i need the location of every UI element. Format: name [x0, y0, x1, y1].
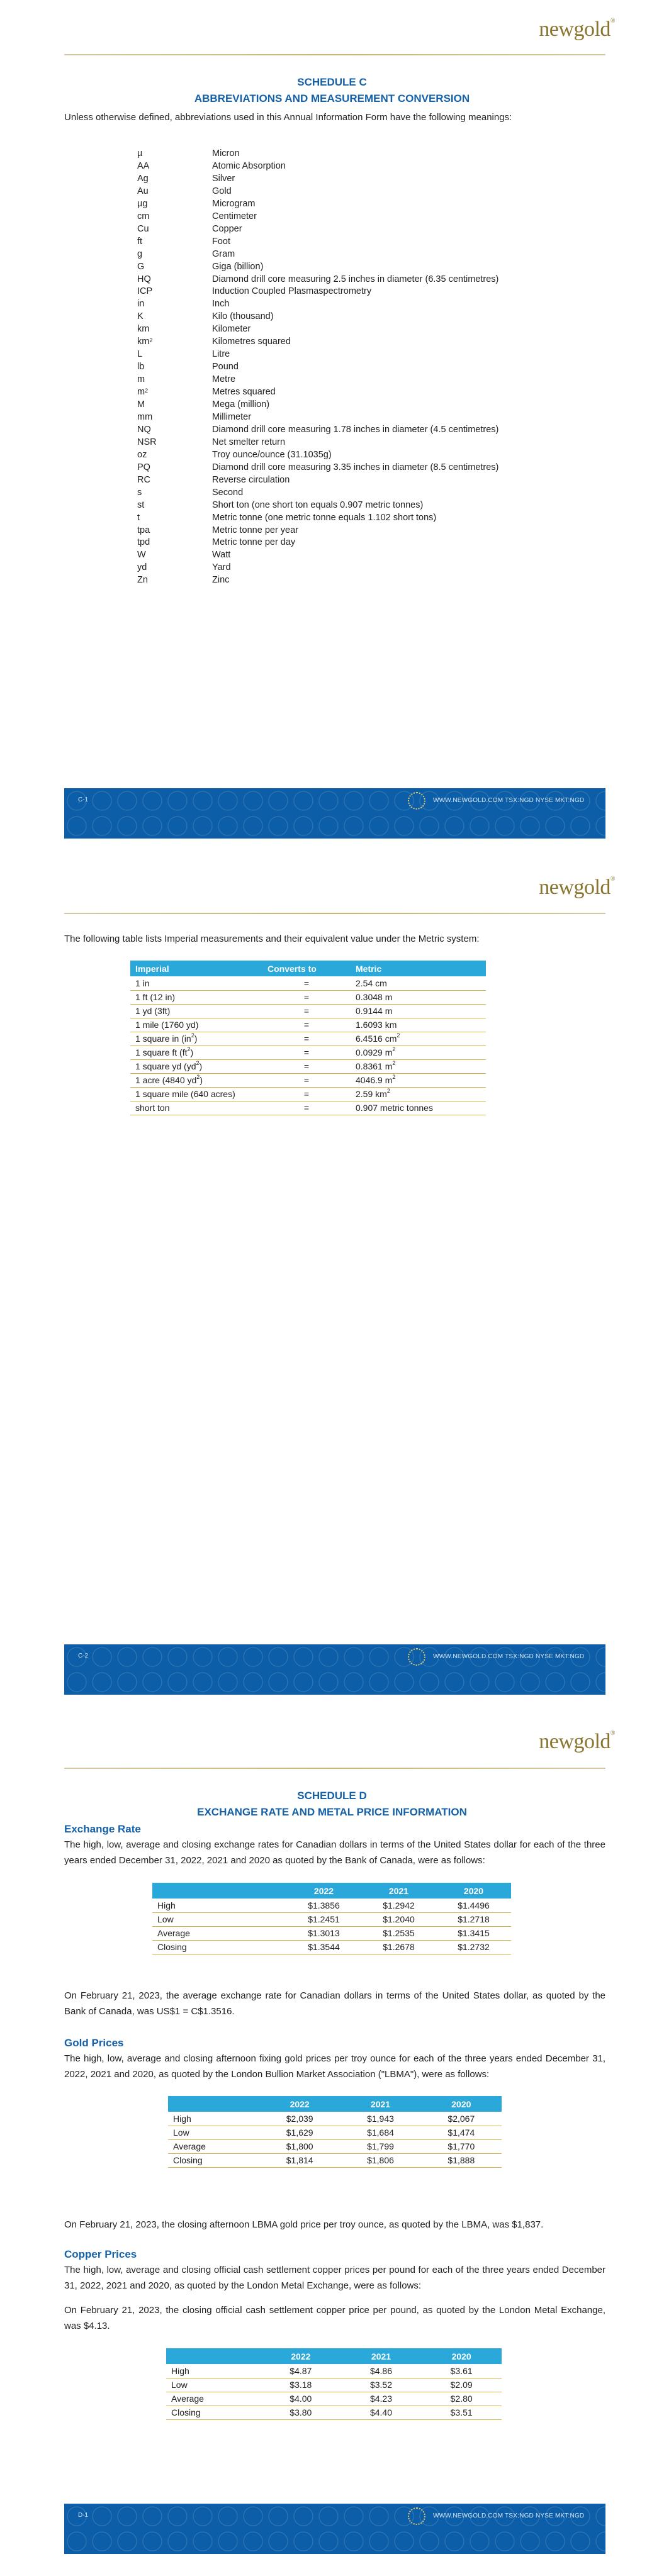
cell-y2021: $1.2678 — [361, 1940, 436, 1954]
cell-imperial: 1 square in $(in^2)$ — [130, 1032, 262, 1045]
cell-y2022: $4.00 — [261, 2392, 341, 2406]
abbreviation-meaning: Kilo (thousand) — [212, 311, 274, 322]
table-row — [152, 1899, 511, 1912]
cell-y2022: $3.80 — [261, 2406, 341, 2419]
cell-y2022: $1,814 — [259, 2153, 340, 2167]
gold-prices-table — [168, 2096, 502, 2168]
cell-y2020: $1,770 — [421, 2139, 502, 2153]
cell-imperial: 1 mile (1760 yd) — [130, 1018, 262, 1032]
abbreviation-meaning: Induction Coupled Plasmaspectrometry — [212, 286, 372, 297]
page-footer — [64, 2504, 605, 2554]
cell-label: Closing — [152, 1940, 286, 1954]
footer-website: WWW.NEWGOLD.COM TSX:NGD NYSE MKT:NGD — [433, 797, 585, 804]
abbreviation-key: K — [137, 311, 143, 322]
cell-eq: = — [262, 1087, 351, 1101]
col-2022: 2022 — [259, 2096, 340, 2112]
abbreviation-meaning: Diamond drill core measuring 3.35 inches in diameter (8.5 centimetres) — [212, 462, 499, 472]
col-2021: 2021 — [361, 1883, 436, 1899]
cell-metric: 1.6093 km — [351, 1018, 486, 1032]
abbreviations-intro: Unless otherwise defined, abbreviations used in this Annual Information Form have the following meanings: — [64, 112, 512, 123]
exchange-rate-heading: Exchange Rate — [64, 1823, 141, 1835]
cell-y2021: $3.52 — [341, 2378, 422, 2392]
abbreviation-meaning: Centimeter — [212, 211, 257, 221]
table-row — [166, 2378, 502, 2392]
abbreviation-key: AA — [137, 160, 150, 171]
page-footer — [64, 1644, 605, 1695]
cell-imperial: 1 yd (3ft) — [130, 1004, 262, 1018]
abbreviation-meaning: Metric tonne (one metric tonne equals 1.102 short tons) — [212, 512, 437, 523]
abbreviation-meaning: Gram — [212, 248, 235, 259]
col-converts: Converts to — [262, 961, 351, 976]
footer-website: WWW.NEWGOLD.COM TSX:NGD NYSE MKT:NGD — [433, 1653, 585, 1660]
cell-imperial: 1 ft (12 in) — [130, 990, 262, 1004]
abbreviation-meaning: Micron — [212, 148, 240, 159]
cell-eq: = — [262, 1032, 351, 1045]
abbreviation-key: km — [137, 324, 150, 335]
cell-y2020: $2.09 — [421, 2378, 502, 2392]
cell-label: Closing — [166, 2406, 261, 2419]
cell-eq: = — [262, 1073, 351, 1087]
page-c-2 — [0, 856, 664, 1711]
table-row — [130, 1045, 486, 1059]
table-row — [152, 1940, 511, 1954]
cell-y2020: $3.51 — [421, 2406, 502, 2419]
cell-y2021: $1.2040 — [361, 1912, 436, 1926]
abbreviation-meaning: Metric tonne per year — [212, 525, 299, 535]
page-d-1 — [0, 1711, 664, 2576]
abbreviation-meaning: Net smelter return — [212, 437, 286, 447]
schedule-subtitle: ABBREVIATIONS AND MEASUREMENT CONVERSION — [194, 92, 470, 104]
newgold-logo: newgold® — [539, 1730, 615, 1753]
abbreviation-key: oz — [137, 449, 147, 460]
abbreviation-key: m — [137, 374, 145, 385]
abbreviation-key: cm — [137, 211, 150, 221]
abbreviation-key: RC — [137, 474, 150, 485]
abbreviation-key: lb — [137, 362, 145, 372]
cell-eq: = — [262, 990, 351, 1004]
abbreviation-meaning: Metres squared — [212, 387, 276, 398]
page-c-1 — [0, 0, 664, 856]
abbreviation-key: PQ — [137, 462, 150, 472]
cell-metric: 2.59 $km^2$ — [351, 1087, 486, 1101]
abbreviation-key: G — [137, 261, 145, 272]
copper-prices-table — [166, 2348, 502, 2420]
col-metric: Metric — [351, 961, 486, 976]
abbreviation-meaning: Gold — [212, 186, 232, 196]
cell-eq: = — [262, 1059, 351, 1073]
cell-y2022: $1.3856 — [286, 1899, 361, 1912]
abbreviation-meaning: Millimeter — [212, 411, 252, 422]
table-row — [166, 2364, 502, 2378]
cell-label: High — [152, 1899, 286, 1912]
abbreviation-key: NQ — [137, 424, 151, 435]
schedule-title: SCHEDULE D — [297, 1790, 367, 1802]
emblem-icon — [408, 2507, 425, 2525]
abbreviation-meaning: Diamond drill core measuring 2.5 inches in diameter (6.35 centimetres) — [212, 274, 499, 284]
cell-label: Average — [152, 1926, 286, 1940]
abbreviation-key: M — [137, 399, 145, 410]
copper-prices-intro: The high, low, average and closing official cash settlement copper prices per pound for each of the three years ended December 31, 2022, 2021 and 2020, as quoted by the London Metal Exchange, were as follows: — [64, 2265, 605, 2291]
cell-y2021: $4.23 — [341, 2392, 422, 2406]
cell-y2022: $2,039 — [259, 2112, 340, 2126]
abbreviation-key: Cu — [137, 223, 149, 234]
cell-y2022: $1.3544 — [286, 1940, 361, 1954]
exchange-rate-note: On February 21, 2023, the average exchange rate for Canadian dollars in terms of the United States dollar, as quoted by the Bank of Canada, was US$1 = C$1.3516. — [64, 1990, 605, 2017]
abbreviation-key: Au — [137, 186, 149, 196]
abbreviation-meaning: Copper — [212, 223, 242, 234]
table-row — [130, 1032, 486, 1045]
cell-y2021: $1.2535 — [361, 1926, 436, 1940]
cell-y2020: $1.4496 — [436, 1899, 511, 1912]
page-number: C-2 — [78, 1653, 89, 1659]
abbreviation-key: tpd — [137, 537, 150, 548]
gold-prices-note: On February 21, 2023, the closing afternoon LBMA gold price per troy ounce, as quoted by the LBMA, was $1,837. — [64, 2219, 544, 2230]
col-2020: 2020 — [436, 1883, 511, 1899]
page-number: D-1 — [78, 2512, 89, 2519]
table-row — [130, 990, 486, 1004]
abbreviation-key: $km^2$ — [137, 337, 153, 347]
cell-y2020: $1.2732 — [436, 1940, 511, 1954]
header-rule — [64, 54, 605, 55]
col-imperial: Imperial — [130, 961, 262, 976]
cell-y2021: $1,943 — [340, 2112, 420, 2126]
abbreviation-meaning: Metre — [212, 374, 236, 385]
cell-imperial: 1 square yd $(yd^2)$ — [130, 1059, 262, 1073]
table-row — [130, 1073, 486, 1087]
cell-metric: 0.3048 m — [351, 990, 486, 1004]
abbreviation-meaning: Foot — [212, 236, 231, 247]
footer-pattern — [64, 1644, 605, 1695]
table-row — [130, 976, 486, 990]
abbreviation-key: ft — [137, 236, 143, 247]
cell-y2020: $1,888 — [421, 2153, 502, 2167]
cell-y2021: $4.40 — [341, 2406, 422, 2419]
abbreviation-key: µg — [137, 198, 148, 209]
abbreviation-key: µ — [137, 148, 143, 159]
cell-label: Closing — [168, 2153, 259, 2167]
col-label — [152, 1883, 286, 1899]
cell-y2021: $1,684 — [340, 2126, 420, 2139]
abbreviation-meaning: Reverse circulation — [212, 474, 290, 485]
abbreviation-key: L — [137, 349, 143, 360]
table-row — [168, 2126, 502, 2139]
newgold-logo: newgold® — [539, 876, 615, 899]
abbreviation-key: in — [137, 299, 145, 309]
cell-y2021: $4.86 — [341, 2364, 422, 2378]
table-row — [168, 2153, 502, 2167]
abbreviation-meaning: Inch — [212, 299, 230, 309]
abbreviation-key: ICP — [137, 286, 153, 297]
copper-prices-heading: Copper Prices — [64, 2248, 137, 2260]
cell-y2021: $1,806 — [340, 2153, 420, 2167]
cell-label: Low — [166, 2378, 261, 2392]
cell-y2022: $1.3013 — [286, 1926, 361, 1940]
abbreviation-meaning: Kilometres squared — [212, 337, 291, 347]
gold-prices-heading: Gold Prices — [64, 2037, 124, 2049]
abbreviation-meaning: Metric tonne per day — [212, 537, 296, 548]
abbreviation-key: Ag — [137, 173, 149, 184]
table-row — [166, 2406, 502, 2419]
page-footer — [64, 788, 605, 839]
cell-metric: 0.8361 $m^2$ — [351, 1059, 486, 1073]
cell-y2020: $2.80 — [421, 2392, 502, 2406]
cell-imperial: 1 square ft $(ft^2)$ — [130, 1045, 262, 1059]
conversion-table — [130, 961, 486, 1115]
cell-eq: = — [262, 976, 351, 990]
abbreviation-key: $m^2$ — [137, 387, 149, 398]
emblem-icon — [408, 1648, 425, 1666]
table-row — [168, 2112, 502, 2126]
cell-imperial: 1 square mile (640 acres) — [130, 1087, 262, 1101]
col-2020: 2020 — [421, 2096, 502, 2112]
col-2021: 2021 — [340, 2096, 420, 2112]
abbreviation-key: yd — [137, 562, 147, 573]
cell-y2022: $1,800 — [259, 2139, 340, 2153]
abbreviation-meaning: Microgram — [212, 198, 256, 209]
cell-y2022: $1,629 — [259, 2126, 340, 2139]
col-label — [168, 2096, 259, 2112]
abbreviation-meaning: Short ton (one short ton equals 0.907 metric tonnes) — [212, 499, 424, 510]
abbreviation-meaning: Troy ounce/ounce (31.1035g) — [212, 449, 332, 460]
cell-y2020: $2,067 — [421, 2112, 502, 2126]
table-row — [152, 1912, 511, 1926]
col-2022: 2022 — [261, 2348, 341, 2364]
emblem-icon — [408, 792, 425, 810]
cell-metric: 0.9144 m — [351, 1004, 486, 1018]
exchange-rate-intro: The high, low, average and closing exchange rates for Canadian dollars in terms of the United States dollar for each of the three years ended December 31, 2022, 2021 and 2020 as quoted by the Bank of Canada, were as follows: — [64, 1839, 605, 1866]
abbreviation-meaning: Zinc — [212, 575, 230, 586]
abbreviation-meaning: Kilometer — [212, 324, 251, 335]
cell-y2022: $3.18 — [261, 2378, 341, 2392]
cell-label: Average — [168, 2139, 259, 2153]
footer-pattern — [64, 2504, 605, 2554]
cell-label: High — [168, 2112, 259, 2126]
abbreviation-key: tpa — [137, 525, 150, 535]
cell-imperial: 1 acre (4840 $yd^2$) — [130, 1073, 262, 1087]
table-row — [130, 1004, 486, 1018]
abbreviation-key: Zn — [137, 575, 148, 586]
col-2021: 2021 — [341, 2348, 422, 2364]
cell-eq: = — [262, 1004, 351, 1018]
table-row — [130, 1101, 486, 1115]
abbreviation-key: g — [137, 248, 143, 259]
abbreviation-key: mm — [137, 411, 153, 422]
col-2022: 2022 — [286, 1883, 361, 1899]
footer-website: WWW.NEWGOLD.COM TSX:NGD NYSE MKT:NGD — [433, 2512, 585, 2519]
abbreviation-meaning: Yard — [212, 562, 231, 573]
cell-y2020: $1.3415 — [436, 1926, 511, 1940]
cell-eq: = — [262, 1045, 351, 1059]
copper-prices-note: On February 21, 2023, the closing official cash settlement copper price per pound, as quoted by the London Metal Exchange, was $4.13. — [64, 2305, 605, 2331]
abbreviation-meaning: Silver — [212, 173, 235, 184]
table-row — [130, 1087, 486, 1101]
cell-y2022: $4.87 — [261, 2364, 341, 2378]
abbreviation-key: st — [137, 499, 145, 510]
cell-metric: 0.907 metric tonnes — [351, 1101, 486, 1115]
cell-y2020: $3.61 — [421, 2364, 502, 2378]
table-row — [168, 2139, 502, 2153]
schedule-title: SCHEDULE C — [297, 76, 367, 88]
cell-metric: 6.4516 $cm^2$ — [351, 1032, 486, 1045]
cell-label: Low — [152, 1912, 286, 1926]
newgold-logo: newgold® — [539, 18, 615, 41]
col-label — [166, 2348, 261, 2364]
abbreviation-meaning: Mega (million) — [212, 399, 270, 410]
gold-prices-intro: The high, low, average and closing afternoon fixing gold prices per troy ounce for each of the three years ended December 31, 2022, 2021 and 2020, as quoted by the London Bullion Market Association ("LBMA"), were as follows: — [64, 2053, 605, 2080]
abbreviation-meaning: Pound — [212, 362, 239, 372]
cell-metric: 2.54 cm — [351, 976, 486, 990]
abbreviation-meaning: Atomic Absorption — [212, 160, 286, 171]
abbreviation-key: s — [137, 487, 142, 498]
abbreviation-key: NSR — [137, 437, 157, 447]
cell-imperial: 1 in — [130, 976, 262, 990]
footer-pattern — [64, 788, 605, 839]
cell-label: High — [166, 2364, 261, 2378]
cell-eq: = — [262, 1018, 351, 1032]
table-row — [152, 1926, 511, 1940]
page-number: C-1 — [78, 796, 89, 803]
table-row — [130, 1018, 486, 1032]
abbreviation-meaning: Giga (billion) — [212, 261, 264, 272]
cell-y2021: $1,799 — [340, 2139, 420, 2153]
header-rule — [64, 1768, 605, 1769]
cell-y2020: $1.2718 — [436, 1912, 511, 1926]
cell-metric: 4046.9 $m^2$ — [351, 1073, 486, 1087]
cell-y2022: $1.2451 — [286, 1912, 361, 1926]
abbreviation-meaning: Second — [212, 487, 244, 498]
table-row — [130, 1059, 486, 1073]
cell-imperial: short ton — [130, 1101, 262, 1115]
cell-y2021: $1.2942 — [361, 1899, 436, 1912]
cell-label: Average — [166, 2392, 261, 2406]
abbreviation-meaning: Watt — [212, 550, 231, 560]
schedule-subtitle: EXCHANGE RATE AND METAL PRICE INFORMATION — [197, 1806, 467, 1818]
cell-eq: = — [262, 1101, 351, 1115]
cell-label: Low — [168, 2126, 259, 2139]
abbreviation-meaning: Diamond drill core measuring 1.78 inches in diameter (4.5 centimetres) — [212, 424, 499, 435]
header-rule — [64, 913, 605, 914]
abbreviation-key: W — [137, 550, 146, 560]
exchange-rate-table — [152, 1883, 511, 1954]
col-2020: 2020 — [421, 2348, 502, 2364]
table-row — [166, 2392, 502, 2406]
abbreviation-key: HQ — [137, 274, 151, 284]
cell-metric: 0.0929 $m^2$ — [351, 1045, 486, 1059]
abbreviation-key: t — [137, 512, 140, 523]
abbreviation-meaning: Litre — [212, 349, 230, 360]
conversion-intro: The following table lists Imperial measurements and their equivalent value under the Metric system: — [64, 934, 480, 944]
cell-y2020: $1,474 — [421, 2126, 502, 2139]
